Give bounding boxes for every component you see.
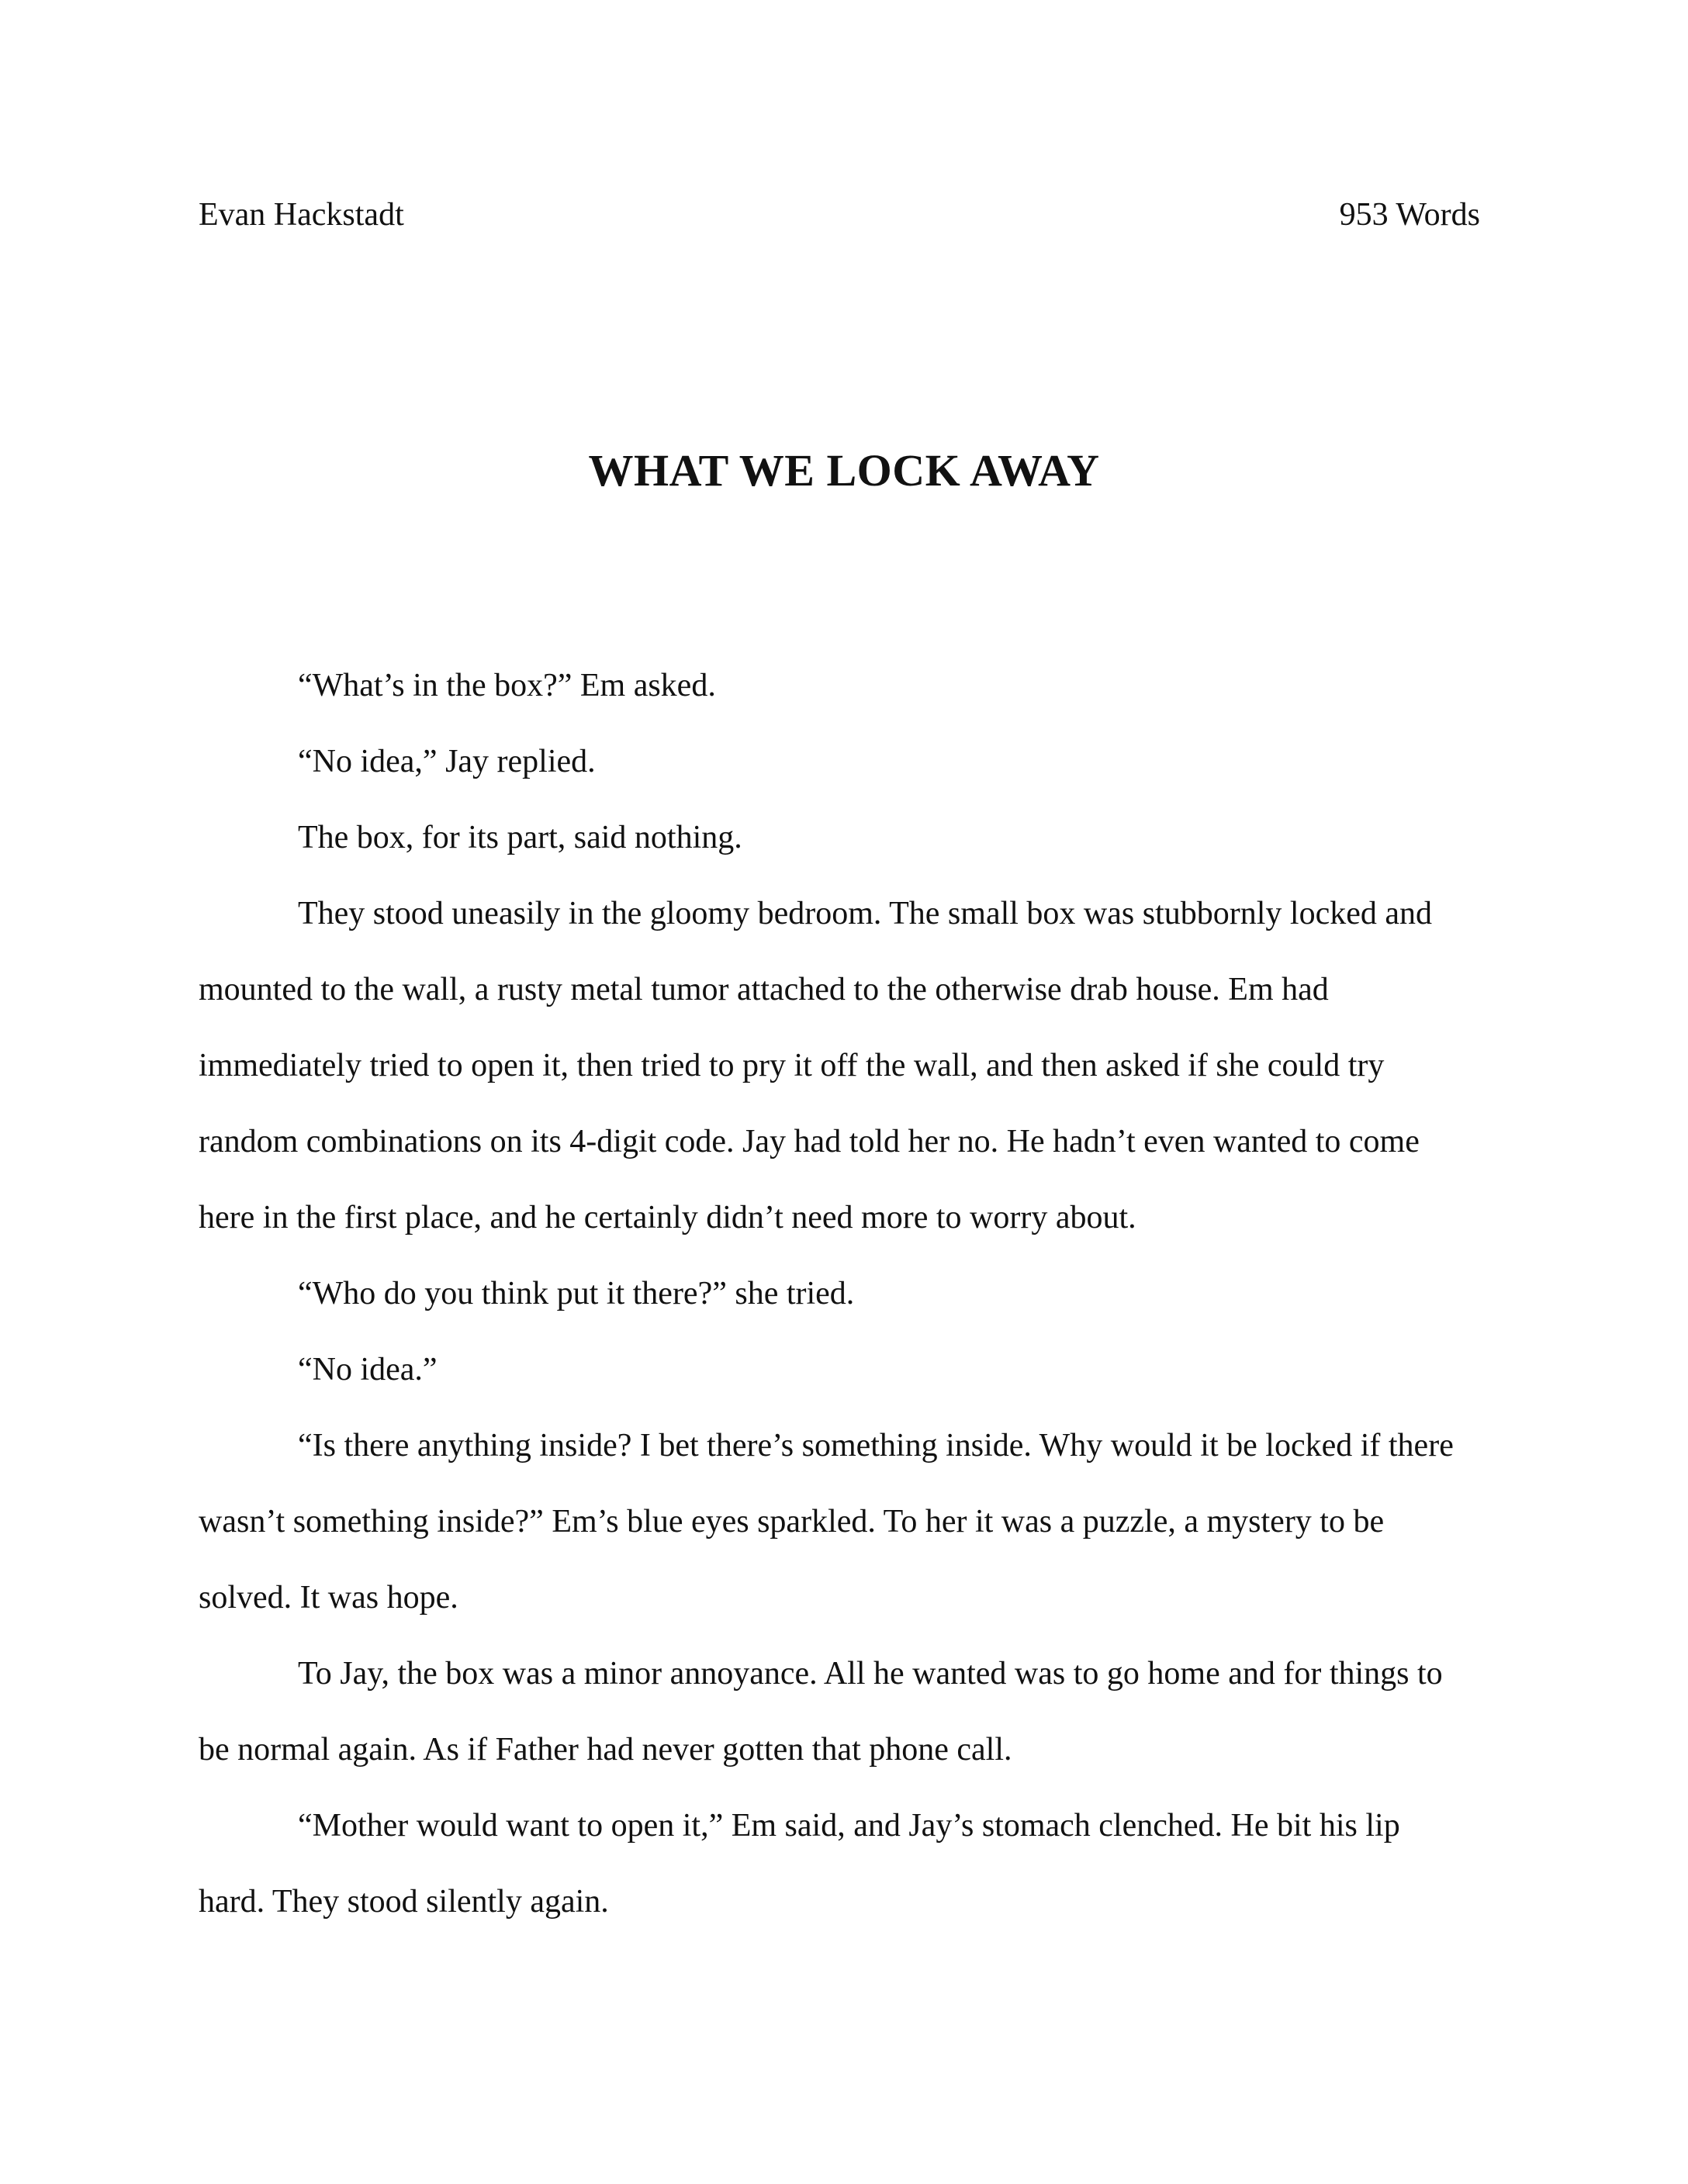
story-title: WHAT WE LOCK AWAY xyxy=(588,445,1100,496)
paragraph: The box, for its part, said nothing. xyxy=(298,820,742,855)
paragraph: “Mother would want to open it,” Em said, and Jay’s stomach clenched. He bit his lip hard. They stood silently again. xyxy=(199,1808,1400,1920)
paragraph: “No idea.” xyxy=(298,1352,438,1387)
paragraph: “What’s in the box?” Em asked. xyxy=(298,668,716,703)
paragraph: To Jay, the box was a minor annoyance. All he wanted was to go home and for things to be normal again. As if Father had never gotten that phone call. xyxy=(199,1656,1443,1768)
paragraph: “Who do you think put it there?” she tried. xyxy=(298,1276,855,1311)
word-count: 953 Words xyxy=(1339,197,1480,233)
paragraph: They stood uneasily in the gloomy bedroom. The small box was stubbornly locked and mounted to the wall, a rusty metal tumor attached to the otherwise drab house. Em had immediately tried to open it, then tried to pry it off the wall, and then asked if she could try random combinations on its 4-digit code. Jay had told her no. He hadn’t even wanted to come here in the first place, and he certainly didn’t need more to worry about. xyxy=(199,896,1433,1235)
paragraph: “Is there anything inside? I bet there’s something inside. Why would it be locked if there wasn’t something inside?” Em’s blue eyes sparkled. To her it was a puzzle, a mystery to be solved. It was hope. xyxy=(199,1428,1454,1616)
author-name: Evan Hackstadt xyxy=(199,197,404,233)
paragraph: “No idea,” Jay replied. xyxy=(298,744,596,779)
story-body xyxy=(199,648,1489,1940)
